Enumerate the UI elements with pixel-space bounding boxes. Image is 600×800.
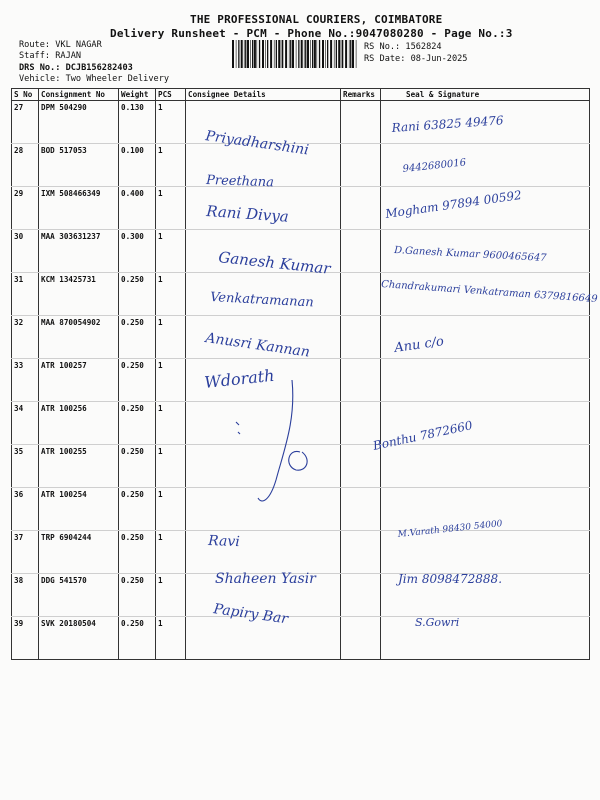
- consignee-cell: [186, 230, 341, 273]
- handwritten-consignee: Preethana: [205, 173, 275, 191]
- signature-cell: [381, 273, 590, 316]
- signature-cell: [381, 144, 590, 187]
- weight-cell: 0.300: [119, 230, 156, 273]
- signature-cell: [381, 574, 590, 617]
- handwritten-consignee: Shaheen Yasir: [215, 571, 316, 587]
- consignment-number-cell: ATR 100257: [39, 359, 119, 402]
- consignee-cell: [186, 359, 341, 402]
- table-row: [12, 488, 590, 531]
- consignment-number-cell: SVK 20180504: [39, 617, 119, 660]
- signature-cell: [381, 617, 590, 660]
- vehicle-info: Vehicle: Two Wheeler Delivery: [19, 74, 170, 84]
- consignee-cell: [186, 144, 341, 187]
- signature-cell: [381, 445, 590, 488]
- serial-number-cell: 30: [12, 230, 39, 273]
- remarks-cell: [341, 574, 381, 617]
- serial-number-cell: 35: [12, 445, 39, 488]
- remarks-cell: [341, 445, 381, 488]
- pcs-cell: 1: [156, 316, 186, 359]
- table-row: [12, 230, 590, 273]
- column-header-pcs: PCS: [156, 89, 186, 101]
- serial-number-cell: 38: [12, 574, 39, 617]
- consignment-number-cell: TRP 6904244: [39, 531, 119, 574]
- pcs-cell: 1: [156, 144, 186, 187]
- column-header-remarks: Remarks: [341, 89, 381, 101]
- handwritten-signature: Chandrakumari Venkatraman 6379816649: [380, 279, 598, 306]
- signature-cell: [381, 488, 590, 531]
- consignee-cell: [186, 273, 341, 316]
- pcs-cell: 1: [156, 359, 186, 402]
- handwritten-consignee: Papiry Bar: [212, 601, 289, 628]
- column-header-weight: Weight: [119, 89, 156, 101]
- staff-info: Staff: RAJAN: [19, 51, 82, 61]
- weight-cell: 0.250: [119, 273, 156, 316]
- weight-cell: 0.400: [119, 187, 156, 230]
- consignee-cell: [186, 617, 341, 660]
- handwritten-signature: Anu c/o: [393, 334, 445, 356]
- table-row: [12, 359, 590, 402]
- pcs-cell: 1: [156, 445, 186, 488]
- pcs-cell: 1: [156, 273, 186, 316]
- serial-number-cell: 27: [12, 101, 39, 144]
- table-header: [12, 89, 590, 101]
- remarks-cell: [341, 101, 381, 144]
- pcs-cell: 1: [156, 101, 186, 144]
- consignment-number-cell: DDG 541570: [39, 574, 119, 617]
- weight-cell: 0.250: [119, 531, 156, 574]
- weight-cell: 0.250: [119, 574, 156, 617]
- barcode: [232, 40, 358, 68]
- route-info: Route: VKL NAGAR: [19, 40, 102, 50]
- pcs-cell: 1: [156, 402, 186, 445]
- consignment-number-cell: DPM 504290: [39, 101, 119, 144]
- drs-number: DRS No.: DCJB156282403: [19, 63, 133, 73]
- weight-cell: 0.250: [119, 617, 156, 660]
- remarks-cell: [341, 230, 381, 273]
- table-body: [12, 101, 590, 660]
- consignee-cell: [186, 574, 341, 617]
- serial-number-cell: 39: [12, 617, 39, 660]
- weight-cell: 0.130: [119, 101, 156, 144]
- remarks-cell: [341, 402, 381, 445]
- serial-number-cell: 37: [12, 531, 39, 574]
- weight-cell: 0.250: [119, 402, 156, 445]
- consignee-cell: [186, 445, 341, 488]
- company-title: THE PROFESSIONAL COURIERS, COIMBATORE: [190, 13, 443, 26]
- consignment-number-cell: MAA 303631237: [39, 230, 119, 273]
- signature-cell: [381, 316, 590, 359]
- consignment-number-cell: KCM 13425731: [39, 273, 119, 316]
- handwritten-consignee: Ganesh Kumar: [217, 248, 332, 278]
- serial-number-cell: 31: [12, 273, 39, 316]
- remarks-cell: [341, 144, 381, 187]
- remarks-cell: [341, 316, 381, 359]
- column-header-sno: S No: [12, 89, 39, 101]
- remarks-cell: [341, 273, 381, 316]
- table-row: [12, 144, 590, 187]
- handwritten-consignee: Venkatramanan: [209, 290, 315, 311]
- handwritten-signature: M.Varath 98430 54000: [397, 519, 503, 540]
- consignee-cell: [186, 316, 341, 359]
- pcs-cell: 1: [156, 187, 186, 230]
- consignee-cell: [186, 488, 341, 531]
- consignment-number-cell: IXM 508466349: [39, 187, 119, 230]
- table-row: [12, 187, 590, 230]
- consignment-number-cell: MAA 870054902: [39, 316, 119, 359]
- handwritten-consignee: Wdorath: [203, 365, 276, 392]
- handwritten-consignee: Priyadharshini: [204, 128, 310, 159]
- consignee-cell: [186, 402, 341, 445]
- rs-date: RS Date: 08-Jun-2025: [364, 54, 468, 64]
- table-row: [12, 445, 590, 488]
- signature-cell: [381, 402, 590, 445]
- table-row: [12, 617, 590, 660]
- pcs-cell: 1: [156, 531, 186, 574]
- serial-number-cell: 29: [12, 187, 39, 230]
- pcs-cell: 1: [156, 488, 186, 531]
- weight-cell: 0.250: [119, 316, 156, 359]
- remarks-cell: [341, 488, 381, 531]
- serial-number-cell: 36: [12, 488, 39, 531]
- table-row: [12, 574, 590, 617]
- column-header-consignment: Consignment No: [39, 89, 119, 101]
- handwritten-signature: D.Ganesh Kumar 9600465647: [393, 245, 547, 264]
- weight-cell: 0.250: [119, 359, 156, 402]
- remarks-cell: [341, 617, 381, 660]
- consignee-cell: [186, 101, 341, 144]
- runsheet-table: [11, 88, 590, 660]
- serial-number-cell: 33: [12, 359, 39, 402]
- handwritten-consignee: Anusri Kannan: [204, 330, 311, 361]
- remarks-cell: [341, 359, 381, 402]
- column-header-signature: Seal & Signature: [381, 89, 590, 101]
- column-header-consignee: Consignee Details: [186, 89, 341, 101]
- consignee-cell: [186, 187, 341, 230]
- weight-cell: 0.250: [119, 488, 156, 531]
- serial-number-cell: 34: [12, 402, 39, 445]
- weight-cell: 0.100: [119, 144, 156, 187]
- weight-cell: 0.250: [119, 445, 156, 488]
- handwritten-consignee: Rani Divya: [205, 202, 290, 226]
- signature-cell: [381, 101, 590, 144]
- table-row: [12, 316, 590, 359]
- pcs-cell: 1: [156, 617, 186, 660]
- remarks-cell: [341, 187, 381, 230]
- table-row: [12, 402, 590, 445]
- handwritten-signature: Mogham 97894 00592: [384, 187, 523, 221]
- handwritten-signature: Bonthu 7872660: [371, 418, 474, 453]
- signature-cell: [381, 531, 590, 574]
- serial-number-cell: 32: [12, 316, 39, 359]
- handwritten-signature: 9442680016: [402, 157, 467, 175]
- consignee-cell: [186, 531, 341, 574]
- table-row: [12, 531, 590, 574]
- consignment-number-cell: ATR 100255: [39, 445, 119, 488]
- table-row: [12, 273, 590, 316]
- handwritten-consignee: Ravi: [207, 533, 241, 551]
- serial-number-cell: 28: [12, 144, 39, 187]
- consignment-number-cell: ATR 100256: [39, 402, 119, 445]
- pcs-cell: 1: [156, 230, 186, 273]
- rs-number: RS No.: 1562824: [364, 42, 442, 52]
- signature-cell: [381, 187, 590, 230]
- remarks-cell: [341, 531, 381, 574]
- handwritten-signature: Rani 63825 49476: [391, 113, 504, 135]
- consignment-number-cell: ATR 100254: [39, 488, 119, 531]
- handwritten-signature: S.Gowri: [415, 616, 460, 629]
- consignment-number-cell: BOD 517053: [39, 144, 119, 187]
- signature-cell: [381, 230, 590, 273]
- runsheet-subtitle: Delivery Runsheet - PCM - Phone No.:9047080280 - Page No.:3: [110, 27, 513, 40]
- table-row: [12, 101, 590, 144]
- signature-cell: [381, 359, 590, 402]
- handwritten-signature: Jim 8098472888.: [398, 572, 503, 586]
- pcs-cell: 1: [156, 574, 186, 617]
